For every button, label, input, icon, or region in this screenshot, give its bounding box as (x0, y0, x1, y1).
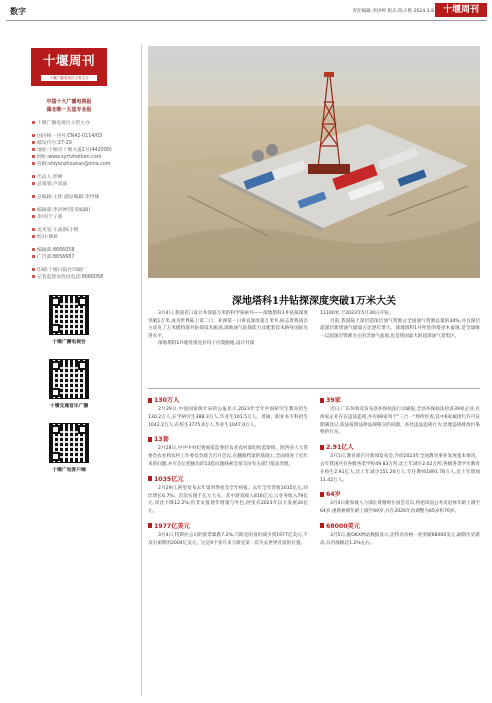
info-row: 国内统一刊号:CN42-0114/03 (32, 133, 130, 140)
brief-title: 13套 (148, 434, 308, 443)
brief-title: 39家 (320, 395, 480, 404)
info-row: 记者监督及投诉电话:8666058 (32, 274, 130, 281)
drilling-site-photo (148, 46, 480, 278)
info-row: 编辑部:8666058 (32, 247, 130, 254)
bullet-icon (32, 275, 35, 278)
slogan (8, 98, 130, 114)
info-row: 出品人:彭峰 (32, 174, 130, 181)
info-row: 邮发代号:37-20 (32, 140, 130, 147)
header-rule (6, 20, 486, 21)
brief-body: 2月28日,中共中央纪委国家监委驻农业农村部纪检监察组、陕西省人大常委会农业和农村工作委员会联合召开会议,在翻阅档案的基础上,全面排查了近年来的问题,并在会后把抽出的13套问题线索全部交由有关部门依法处理。 (148, 446, 308, 467)
news-brief (148, 474, 308, 516)
brand-tag: 十堰周刊 (435, 3, 487, 17)
bullet-icon (32, 162, 35, 165)
qr-code-icon[interactable] (49, 423, 89, 463)
news-brief (320, 521, 480, 548)
info-row: 广告部:8656687 (32, 254, 130, 261)
news-brief (320, 442, 480, 484)
qr-block (8, 423, 130, 473)
bullet-icon (32, 121, 35, 124)
article-paragraph: 深地塔科1井地处塔克拉玛干沙漠腹地,设计井深 (158, 341, 255, 347)
bullet-icon (32, 175, 35, 178)
info-row: 美术室:王波/陈小艳 (32, 227, 130, 234)
article-column-left (148, 310, 308, 348)
info-row: 李玲/于子骄 (32, 214, 130, 221)
qr-label: 十堰广播电视台 (52, 340, 86, 345)
bullet-icon (32, 155, 35, 158)
bullet-icon (32, 248, 35, 251)
info-row: 印刷:十堰日报社印刷厂 (32, 267, 130, 274)
news-brief (148, 521, 308, 548)
bullet-icon (32, 134, 35, 137)
bullet-icon (32, 235, 35, 238)
masthead-column (8, 48, 130, 693)
bullet-icon (32, 268, 35, 271)
qr-label: 十堰广电客户端 (52, 468, 86, 473)
qr-label: 十堰交通音乐广播 (49, 404, 89, 409)
news-brief (320, 395, 480, 437)
brief-body: 近日,广东环境及发布县环保执法行动通报,全县环保执法检查39家企业,有两家企业存在违法违规,共有69家用于"三合一"场所检查,其中6家属排污许可证期满登记,依法按照法律法规移交的问题。查处违法违规行为,处理违规排放污染物的行为。 (320, 407, 480, 436)
info-row: 编辑部:李洪婷(签发编辑) (32, 207, 130, 214)
section-name: 数字 (10, 7, 26, 16)
news-brief (148, 395, 308, 429)
brief-title: 1035亿元 (148, 474, 308, 483)
brief-body: 3月4日,特斯拉公司的股票暴跌7.2%,马斯克的身价减少到1977亿美元,不及贝索斯的2004亿美元。这是9个多月来马斯克第一次失去世界首富的位置。 (148, 532, 308, 546)
info-row: 地址:十堰市十堰大道2号(442000) (32, 147, 130, 154)
brief-body: 3月5日,据OKX网站数据显示,比特币价格一度突破68000美元,刷新历史新高,日内涨幅达1.2%左右。 (320, 532, 480, 546)
brief-body: 3月4日新加坡人力部长黄循财在国会宣布,将把该国公务员退休年龄上调至64岁,重新雇佣年龄上调至69岁,并在2026年再调整为65岁和70岁。 (320, 501, 480, 515)
logo-text: 十堰周刊 (42, 53, 95, 68)
page-header (0, 0, 492, 20)
bullet-icon (32, 255, 35, 258)
article-paragraph: 3月4日,我国首口设计井深超万米的科学探索井——深地塔科1井钻探深度突破1万米,成为世界陆上第二口、亚洲第一口垂直深度超万米井,标志着我国自主攻克了万米级特深井钻探技术瓶颈,深地油气钻探能力及配套技术跻身国际先进水平。 (148, 311, 308, 339)
bullet-icon (32, 208, 35, 211)
newspaper-logo (31, 48, 107, 86)
news-brief (320, 489, 480, 516)
brief-title: 130万人 (148, 395, 308, 404)
bullet-icon (32, 141, 35, 144)
article-paragraph: 目前,我国陆上深层超深层油气资源占全国油气资源总量的34%,并且深层超深层新增油气储量占比逐年增大。深地塔科1井所处的塔里木盆地,是全球唯一以超深层资源为主的含油气盆地,也是我国最大的超深油气富集区。 (320, 318, 480, 339)
article-headline: 深地塔科1井钻探深度突破1万米大关 (232, 296, 396, 307)
news-brief (148, 434, 308, 468)
info-row: 网址:www.syrtvhotkan.com (32, 154, 130, 161)
qr-block (8, 359, 130, 409)
info-row: 校对:傅莉 (32, 234, 130, 241)
logo-subtitle: 十堰广播电视台主管主办 (41, 75, 97, 81)
qr-block (8, 295, 130, 345)
bullet-icon (32, 195, 35, 198)
qr-code-icon[interactable] (49, 359, 89, 399)
article-column-right (320, 310, 480, 340)
info-row: 总策划:卢彩波 (32, 181, 130, 188)
article-body (148, 310, 480, 388)
brief-title: 64岁 (320, 489, 480, 498)
brief-body: 2月29日,阿里发布去年第四季度及全年财报。去年全年营收1035亿元,同比增长6.7%。首次实现千亿元大关。其中游戏收入816亿元;云业务收入79亿元,同比下降12.2%;但非安置现年增量与外包,阿里有2023年以大发展34亿元。 (148, 485, 308, 515)
bullet-icon (32, 182, 35, 185)
slogan-line: 湖北唯一五星专业报 (46, 107, 92, 113)
brief-body: 2月29日,中国国家统计局的公报显示,2023年全年中国研究生教育招生130.2万人,在学研究生388.3万人,毕业生101.5万人。普通、职业本专科招生1042.2万人;在校生3775.0万人,毕业生1047.0万人。 (148, 407, 308, 428)
column-divider (141, 44, 142, 696)
article-paragraph: 11100米,于2023年5月30日开钻。 (320, 311, 394, 316)
info-row: 投稿:shiyanzhoukan@sina.com (32, 161, 130, 168)
bullet-icon (32, 215, 35, 218)
masthead-info (8, 120, 130, 281)
editor-credits: 责任编辑:李洪婷 版式:陈小艳 2024.3.8 (352, 9, 434, 14)
info-row: 十堰广播电视台主管主办 (32, 120, 130, 127)
brief-title: 68000美元 (320, 521, 480, 530)
briefs-column-right (320, 395, 480, 553)
drilling-rig-illustration (148, 46, 480, 278)
slogan-line: 中国十大广播电视报 (46, 99, 92, 105)
briefs-column-left (148, 395, 308, 553)
bullet-icon (32, 148, 35, 151)
bullet-icon (32, 228, 35, 231)
info-row: 总编辑:王炜 副总编辑:李世频 (32, 194, 130, 201)
brief-body: 3月1日,教育部召开新闻发布会,介绍2023年全国教育事业发展基本情况。去年我国共有各级各类学校49.83万所,比上年减少2.02万所;各级各类学历教育在校生2.91亿人,比上年减少151.26万人;专任教师1891.78万人,比上年增加11.42万人。 (320, 454, 480, 483)
brief-title: 2.91亿人 (320, 442, 480, 451)
qr-code-icon[interactable] (49, 295, 89, 335)
section-divider (148, 388, 480, 389)
brief-title: 1977亿美元 (148, 521, 308, 530)
